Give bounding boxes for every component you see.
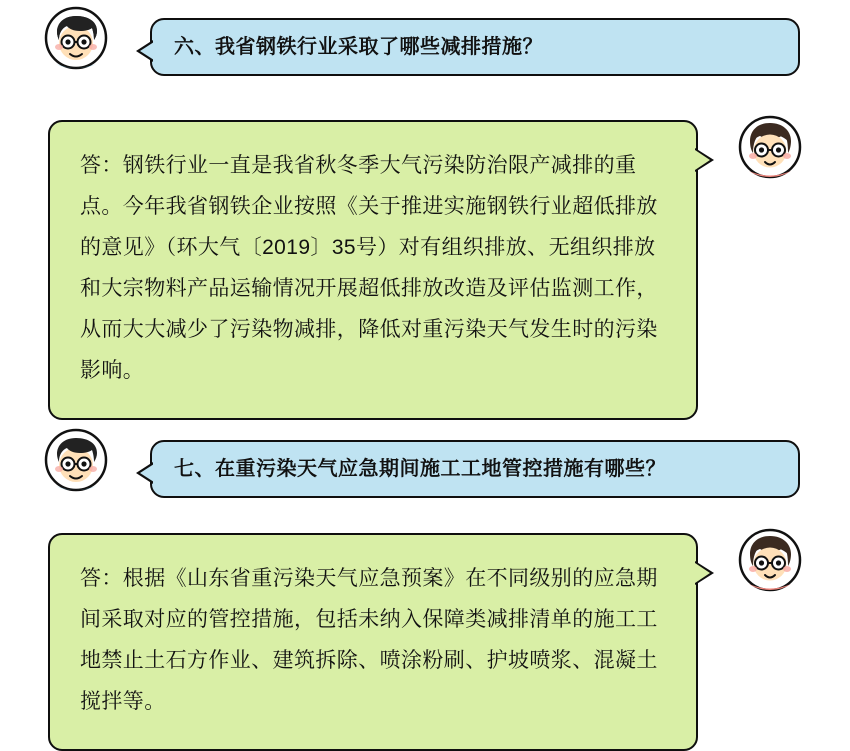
question-block-1 (150, 18, 800, 76)
question-block-2 (150, 440, 800, 498)
boy-avatar-icon-1 (44, 6, 108, 70)
boy-avatar-icon-2 (44, 428, 108, 492)
answer-block-1 (48, 120, 698, 420)
question-bubble-2 (150, 440, 800, 498)
question-text-2: 七、在重污染天气应急期间施工工地管控措施有哪些？ (174, 458, 666, 480)
question-bubble-1 (150, 18, 800, 76)
girl-avatar-icon-2 (738, 528, 802, 592)
bubble-tail-fill-icon (695, 150, 710, 170)
answer-bubble-1 (48, 120, 698, 420)
answer-text-2: 答：根据《山东省重污染天气应急预案》在不同级别的应急期间采取对应的管控措施，包括未纳入保障类减排清单的施工工地禁止土石方作业、建筑拆除、喷涂粉刷、护坡喷浆、混凝土搅拌等。 (80, 567, 658, 713)
answer-block-2 (48, 533, 698, 751)
bubble-tail-fill-icon (140, 42, 154, 60)
bubble-tail-fill-icon (140, 464, 154, 482)
bubble-tail-fill-icon (695, 563, 710, 583)
answer-bubble-2 (48, 533, 698, 751)
question-text-1: 六、我省钢铁行业采取了哪些减排措施？ (174, 36, 543, 58)
answer-text-1: 答：钢铁行业一直是我省秋冬季大气污染防治限产减排的重点。今年我省钢铁企业按照《关于推进实施钢铁行业超低排放的意见》（环大气〔2019〕35号）对有组织排放、无组织排放和大宗物料产品运输情况开展超低排放改造及评估监测工作，从而大大减少了污染物减排，降低对重污染天气发生时的污染影响。 (80, 154, 658, 382)
girl-avatar-icon-1 (738, 115, 802, 179)
